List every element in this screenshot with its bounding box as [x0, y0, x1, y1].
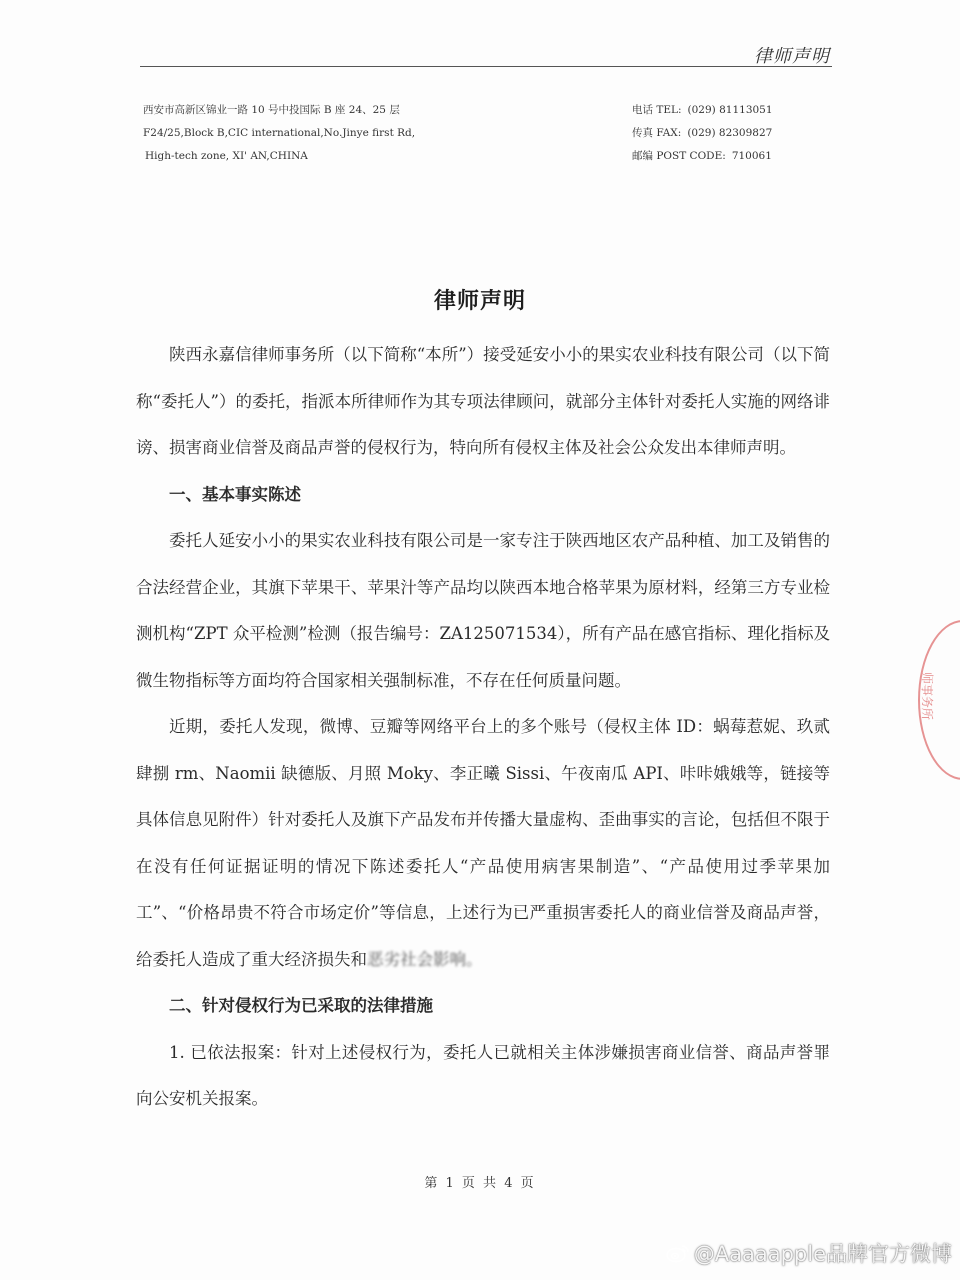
red-seal-stamp: [918, 620, 960, 780]
phone-value: (029) 81113051: [687, 104, 773, 116]
document-title: 律师声明: [433, 289, 526, 314]
page-number: 第 1 页 共 4 页: [424, 1176, 536, 1191]
fax-label: 传真 FAX:: [632, 127, 682, 139]
stamp-text: 师事务所: [920, 672, 934, 721]
address-block: [143, 99, 415, 168]
contact-block: [632, 99, 773, 168]
address-line-1: 西安市高新区锦业一路 10 号中投国际 B 座 24、25 层: [143, 104, 400, 116]
section-1-heading: 一、基本事实陈述: [169, 484, 301, 504]
weibo-watermark: [666, 1238, 952, 1268]
fax-value: (029) 82309827: [687, 127, 773, 139]
contact-post: [632, 145, 773, 168]
watermark-text: @Aaaaapple品牌官方微博: [693, 1242, 952, 1266]
intro-paragraph: 陕西永嘉信律师事务所（以下简称“本所”）接受延安小小的果实农业科技有限公司（以下简称“委托人”）的委托，指派本所律师作为其专项法律顾问，就部分主体针对委托人实施的网络诽谤、损害商业信誉及商品声誉的侵权行为，特向所有侵权主体及社会公众发出本律师声明。: [136, 345, 830, 457]
document-body: [136, 332, 830, 1123]
address-line-3: High-tech zone, XI' AN,CHINA: [145, 150, 308, 162]
section-2-item-1: 1. 已依法报案：针对上述侵权行为，委托人已就相关主体涉嫌损害商业信誉、商品声誉罪向公安机关报案。: [136, 1042, 830, 1108]
section-2-heading: 二、针对侵权行为已采取的法律措施: [169, 996, 433, 1015]
section-1-paragraph-2: [136, 704, 830, 983]
header-divider: [140, 66, 832, 67]
section-1-paragraph-2-blurred: 恶劣社会影响。: [367, 949, 483, 969]
weibo-logo-icon: [666, 1243, 690, 1263]
contact-phone: [632, 99, 773, 122]
section-1-paragraph-2-main: 近期，委托人发现，微博、豆瓣等网络平台上的多个账号（侵权主体 ID：蜗莓惹妮、玖贰肆捌 rm、Naomii 缺德版、月照 Moky、李正曦 Sissi、午夜南瓜 API、咔咔娥娥等，链接等具体信息见附件）针对委托人及旗下产品发布并传播大量虚构、歪曲事实的言论，包括但不限于在没有任何证据证明的情况下陈述委托人“产品使用病害果制造”、“产品使用过季苹果加工”、“价格昂贵不符合市场定价”等信息，上述行为已严重损害委托人的商业信誉及商品声誉，给委托人造成了重大经济损失和: [136, 717, 830, 969]
phone-label: 电话 TEL:: [632, 104, 682, 116]
section-1-paragraph-1: 委托人延安小小的果实农业科技有限公司是一家专注于陕西地区农产品种植、加工及销售的合法经营企业，其旗下苹果干、苹果汁等产品均以陕西本地合格苹果为原材料，经第三方专业检测机构“ZPT 众平检测”检测（报告编号：ZA125071534），所有产品在感官指标、理化指标及微生物指标等方面均符合国家相关强制标准，不存在任何质量问题。: [136, 531, 830, 690]
header-title: 律师声明: [754, 46, 830, 67]
post-value: 710061: [731, 150, 772, 162]
contact-fax: [632, 122, 773, 145]
post-label: 邮编 POST CODE:: [632, 150, 726, 162]
address-line-2: F24/25,Block B,CIC international,No.Jinye first Rd,: [143, 127, 416, 139]
